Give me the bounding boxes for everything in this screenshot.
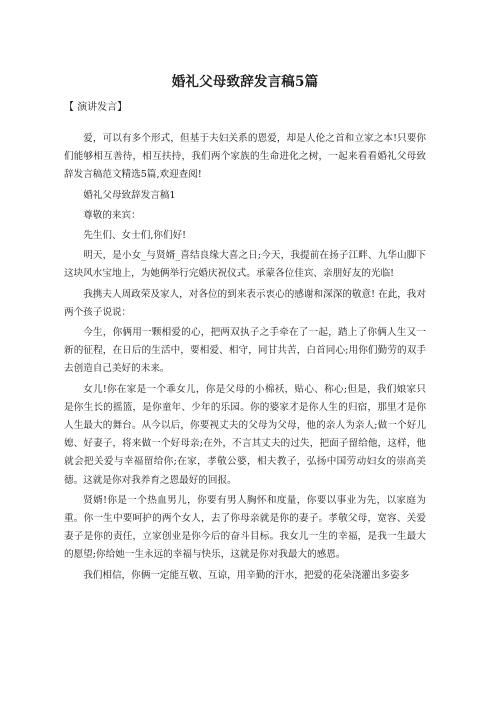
category-tag: 【 演讲发言】 (64, 102, 128, 113)
salutation: 尊敬的来宾： (83, 209, 141, 221)
paragraph: 我携夫人周政荣及家人，对各位的到来表示衷心的感谢和深深的敬意! 在此，我对两个孩子说说： (64, 288, 426, 318)
paragraph: 女儿!你在家是一个乖女儿，你是父母的小棉袄，贴心、称心;但是，我们娘家只是你生长的摇篮，是你童年、少年的乐园。你的婆家才是你人生的归宿，那里才是你人生最大的舞台。从今以后，你要视丈夫的父母为父母，他的亲人为亲人;做一个好儿媳、好妻子，将来做一个好母亲;在外，不言其丈夫的过失，把面子留给他，这样，他就会把关爱与幸福留给你;在家，孝敬公婆，相夫教子，弘扬中国劳动妇女的崇高美德。这就是你对我养育之恩最好的回报。 (64, 383, 426, 486)
paragraph: 明天，是小女_与贤婿_喜结良缘大喜之日;今天，我提前在扬子江畔、九华山脚下这块风水宝地上，为她俩举行完婚庆祝仪式。承蒙各位佳宾、亲朋好友的光临! (64, 250, 426, 280)
document-body (64, 130, 426, 585)
paragraph: 今生，你俩用一颗相爱的心，把两双执子之手牵在了一起，踏上了你俩人生又一新的征程，在日后的生活中，要相爱、相守，同甘共苦，白首同心;用你们勤劳的双手去创造自己美好的未来。 (64, 327, 426, 375)
greeting: 先生们、女士们,你们好! (83, 230, 187, 242)
document-title: 婚礼父母致辞发言稿5篇 (171, 74, 319, 90)
section-heading: 婚礼父母致辞发言稿1 (83, 189, 176, 201)
paragraph-intro: 爱，可以有多个形式，但基于夫妇关系的恩爱，却是人伦之首和立家之本!只要你们能够相互善待，相互扶持，我们两个家族的生命进化之树，一起来看看婚礼父母致辞发言稿范文精选5篇,欢迎查阅! (64, 133, 426, 181)
paragraph: 贤婿!你是一个热血男儿，你要有男人胸怀和度量，你要以事业为先，以家庭为重。你一生中要呵护的两个女人，去了你母亲就是你的妻子。孝敬父母，宽容、关爱妻子是你的责任，立家创业是你今后的奋斗目标。我女儿一生的幸福，是我一生最大的愿望;你给她一生永远的幸福与快乐，这就是你对我最大的感恩。 (64, 494, 426, 561)
paragraph: 我们相信，你俩一定能互敬、互谅，用辛勤的汗水，把爱的花朵浇灌出多姿多 (83, 569, 410, 581)
